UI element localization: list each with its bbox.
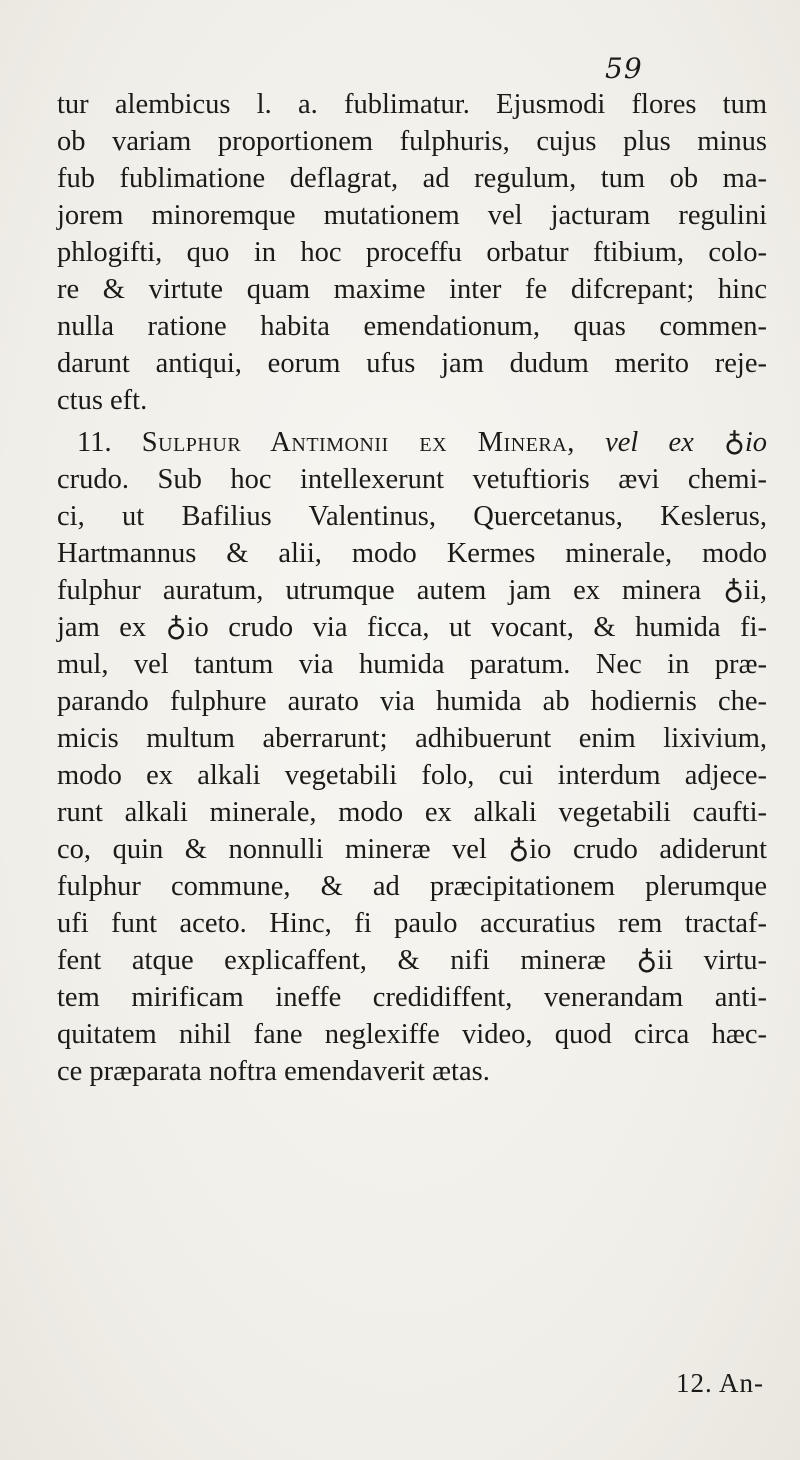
text-line: darunt antiqui, eorum ufus jam dudum merito reje- (57, 348, 767, 379)
text-line: fulphur auratum, utrumque autem jam ex minera ♁ii, (57, 575, 767, 606)
paragraph-1 (57, 86, 767, 419)
section-11 (57, 424, 767, 1090)
section-heading: Sulphur Antimonii ex Minera, (141, 427, 575, 458)
text-line: crudo. Sub hoc intellexerunt vetuftioris ævi chemi- (57, 464, 767, 495)
catchword: 12. An- (676, 1368, 764, 1398)
section-heading-tail: vel ex ♁io (605, 427, 767, 458)
text-line: quitatem nihil fane neglexiffe video, quod circa hæc- (57, 1019, 767, 1050)
text-line: Hartmannus & alii, modo Kermes minerale, modo (57, 538, 767, 569)
text-line: ctus eft. (57, 385, 148, 416)
text-line: ob variam proportionem fulphuris, cujus plus minus (57, 126, 767, 157)
text-line: micis multum aberrarunt; adhibuerunt enim lixivium, (57, 723, 767, 754)
text-line: tur alembicus l. a. fublimatur. Ejusmodi flores tum (57, 89, 767, 120)
text-line: runt alkali minerale, modo ex alkali vegetabili caufti- (57, 797, 767, 828)
text-line: re & virtute quam maxime inter fe difcrepant; hinc (57, 274, 767, 305)
section-heading-line (57, 424, 767, 461)
text-line: fulphur commune, & ad præcipitationem plerumque (57, 871, 767, 902)
text-line: fub fublimatione deflagrat, ad regulum, tum ob ma- (57, 163, 767, 194)
text-line: co, quin & nonnulli mineræ vel ♁io crudo adiderunt (57, 834, 767, 865)
text-line: tem mirificam ineffe credidiffent, venerandam anti- (57, 982, 767, 1013)
text-line: ufi funt aceto. Hinc, fi paulo accuratius rem tractaf- (57, 908, 767, 939)
text-line: nulla ratione habita emendationum, quas commen- (57, 311, 767, 342)
text-line: fent atque explicaffent, & nifi mineræ ♁ii virtu- (57, 945, 767, 976)
text-line: phlogifti, quo in hoc proceffu orbatur ftibium, colo- (57, 237, 767, 268)
text-line: ci, ut Bafilius Valentinus, Quercetanus, Keslerus, (57, 501, 767, 532)
section-number: 11. (77, 427, 112, 458)
text-line: jorem minoremque mutationem vel jacturam regulini (57, 200, 767, 231)
text-line: parando fulphure aurato via humida ab hodiernis che- (57, 686, 767, 717)
text-line: jam ex ♁io crudo via ficca, ut vocant, & humida fi- (57, 612, 767, 643)
text-line: ce præparata noftra emendaverit ætas. (57, 1056, 490, 1087)
text-line: modo ex alkali vegetabili folo, cui interdum adjece- (57, 760, 767, 791)
page-number: 59 (605, 52, 643, 85)
text-line: mul, vel tantum via humida paratum. Nec in præ- (57, 649, 767, 680)
